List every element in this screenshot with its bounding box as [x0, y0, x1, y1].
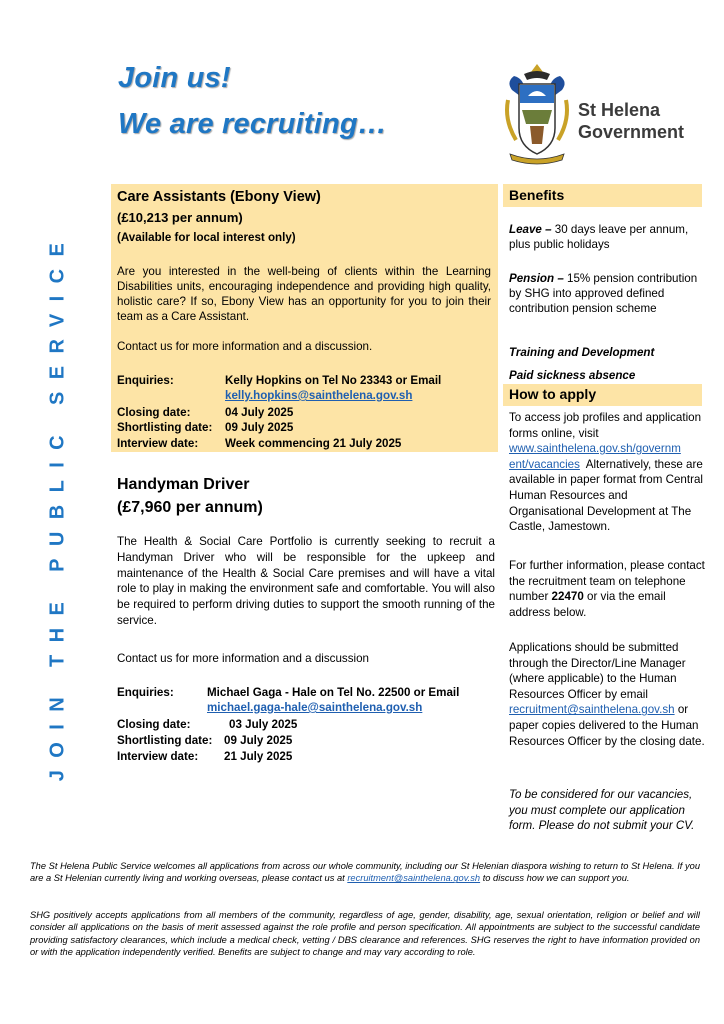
how-to-apply-heading: How to apply [503, 384, 702, 406]
benefit-pension [509, 271, 703, 316]
handyman-closing-label: Closing date: [117, 718, 191, 731]
care-enquiries-value: Kelly Hopkins on Tel No 23343 or Email [225, 374, 442, 387]
vacancies-link-part-1: www.sainthelena.gov.sh/governm [509, 442, 681, 456]
how-to-apply-paragraph-2 [509, 558, 705, 620]
handyman-shortlisting-label: Shortlisting date: [117, 734, 213, 747]
handyman-enquiries-value: Michael Gaga - Hale on Tel No. 22500 or Email [207, 686, 460, 699]
how-to-apply-note: To be considered for our vacancies, you must complete our application form. Please do not submit your CV. [509, 788, 695, 833]
vacancies-link-part-2: ent/vacancies [509, 457, 580, 471]
join-public-service-banner [36, 186, 80, 826]
how-to-apply-p3-intro: Applications should be submitted through the Director/Line Manager (where applicable) to the Human Resources Officer by email [509, 641, 686, 701]
recruitment-email-link[interactable]: recruitment@sainthelena.gov.sh [509, 703, 675, 717]
how-to-apply-p1-rest: Alternatively, these are available in paper format from Central Human Resources and Organisational Development at The Castle, Jamestown. [509, 457, 703, 534]
handyman-enquiries-label: Enquiries: [117, 686, 174, 699]
care-contact-line: Contact us for more information and a discussion. [117, 340, 373, 353]
care-job-title: Care Assistants (Ebony View) [117, 189, 321, 205]
footer-recruitment-email-link[interactable]: recruitment@sainthelena.gov.sh [347, 873, 481, 884]
how-to-apply-p3-rest: or paper copies delivered to the Human Resources Officer by the closing date. [509, 703, 705, 748]
handyman-email-link[interactable]: michael.gaga-hale@sainthelena.gov.sh [207, 701, 423, 714]
benefit-sickness: Paid sickness absence [509, 369, 636, 382]
footer-paragraph-2: SHG positively accepts applications from all members of the community, regardless of age, gender, disability, age, sexual orientation, religion or belief and will consider all applications on the basis of merit assessed against the role profile and person specification. All appointments are subject to the successful candidate providing satisfactory clearances, which include a medical check, vetting / DBS clearance and references. SHG reserves the right to have information provided on or with the application independently verified. Benefits are subject to change and may vary according to role. [30, 910, 700, 958]
side-banner-text: JOIN THE PUBLIC SERVICE [46, 230, 69, 782]
care-shortlisting-label: Shortlisting date: [117, 421, 213, 434]
footer-p1-rest: to discuss how we can support you. [482, 873, 630, 884]
benefit-pension-text: 15% pension contribution by SHG into approved defined contribution pension scheme [509, 272, 698, 315]
handyman-closing-value: 03 July 2025 [229, 718, 298, 731]
handyman-interview-value: 21 July 2025 [224, 750, 293, 763]
headline-recruiting: We are recruiting… [118, 108, 387, 140]
handyman-shortlisting-value: 09 July 2025 [224, 734, 293, 747]
handyman-salary: (£7,960 per annum) [117, 499, 263, 516]
how-to-apply-p2-intro: For further information, please contact the recruitment team on telephone number [509, 559, 705, 604]
how-to-apply-paragraph-1 [509, 410, 705, 535]
logo-text-government: Government [578, 122, 685, 142]
care-closing-label: Closing date: [117, 406, 191, 419]
care-interview-value: Week commencing 21 July 2025 [225, 437, 402, 450]
care-salary: (£10,213 per annum) [117, 210, 243, 225]
recruitment-phone-number: 22470 [551, 590, 584, 604]
benefit-pension-label: Pension – [509, 272, 567, 285]
benefit-leave-label: Leave – [509, 223, 555, 236]
handyman-job-title: Handyman Driver [117, 476, 250, 493]
logo-text-st-helena: St Helena [578, 100, 661, 120]
st-helena-government-logo [502, 60, 698, 170]
handyman-interview-label: Interview date: [117, 750, 199, 763]
footer-p1-intro: The St Helena Public Service welcomes all applications from across our whole community, including our St Helenian diaspora wishing to return to St Helena. If you are a St Helenian currently living and working overseas, please contact us at [30, 861, 700, 884]
benefit-leave-text: 30 days leave per annum, plus public holidays [509, 223, 689, 251]
benefits-heading: Benefits [503, 184, 702, 207]
how-to-apply-p1-intro: To access job profiles and application forms online, visit [509, 411, 702, 440]
care-closing-value: 04 July 2025 [225, 406, 294, 419]
how-to-apply-paragraph-3 [509, 640, 705, 749]
care-availability-note: (Available for local interest only) [117, 231, 296, 244]
benefit-leave [509, 222, 703, 252]
care-enquiries-label: Enquiries: [117, 374, 174, 387]
coat-of-arms-icon [502, 60, 572, 170]
handyman-contact-line: Contact us for more information and a discussion [117, 652, 369, 665]
footer-paragraph-1 [30, 860, 700, 885]
care-interview-label: Interview date: [117, 437, 199, 450]
benefit-training: Training and Development [509, 346, 655, 359]
care-email-link[interactable]: kelly.hopkins@sainthelena.gov.sh [225, 389, 413, 402]
handyman-description: The Health & Social Care Portfolio is currently seeking to recruit a Handyman Driver who will be responsible for the upkeep and maintenance of the Health & Social Care premises and will have a vital role to play in making the environment safe and comfortable. You will also be required to perform driving duties to support the smooth running of the service. [117, 535, 495, 627]
how-to-apply-p2-rest: or via the email address below. [509, 590, 666, 619]
care-shortlisting-value: 09 July 2025 [225, 421, 294, 434]
headline-join-us: Join us! [118, 62, 231, 94]
care-description: Are you interested in the well-being of clients within the Learning Disabilities units, encouraging independence and providing high quality, holistic care? If so, Ebony View has an opportunity for you to join their team as a Care Assistant. [117, 265, 491, 323]
